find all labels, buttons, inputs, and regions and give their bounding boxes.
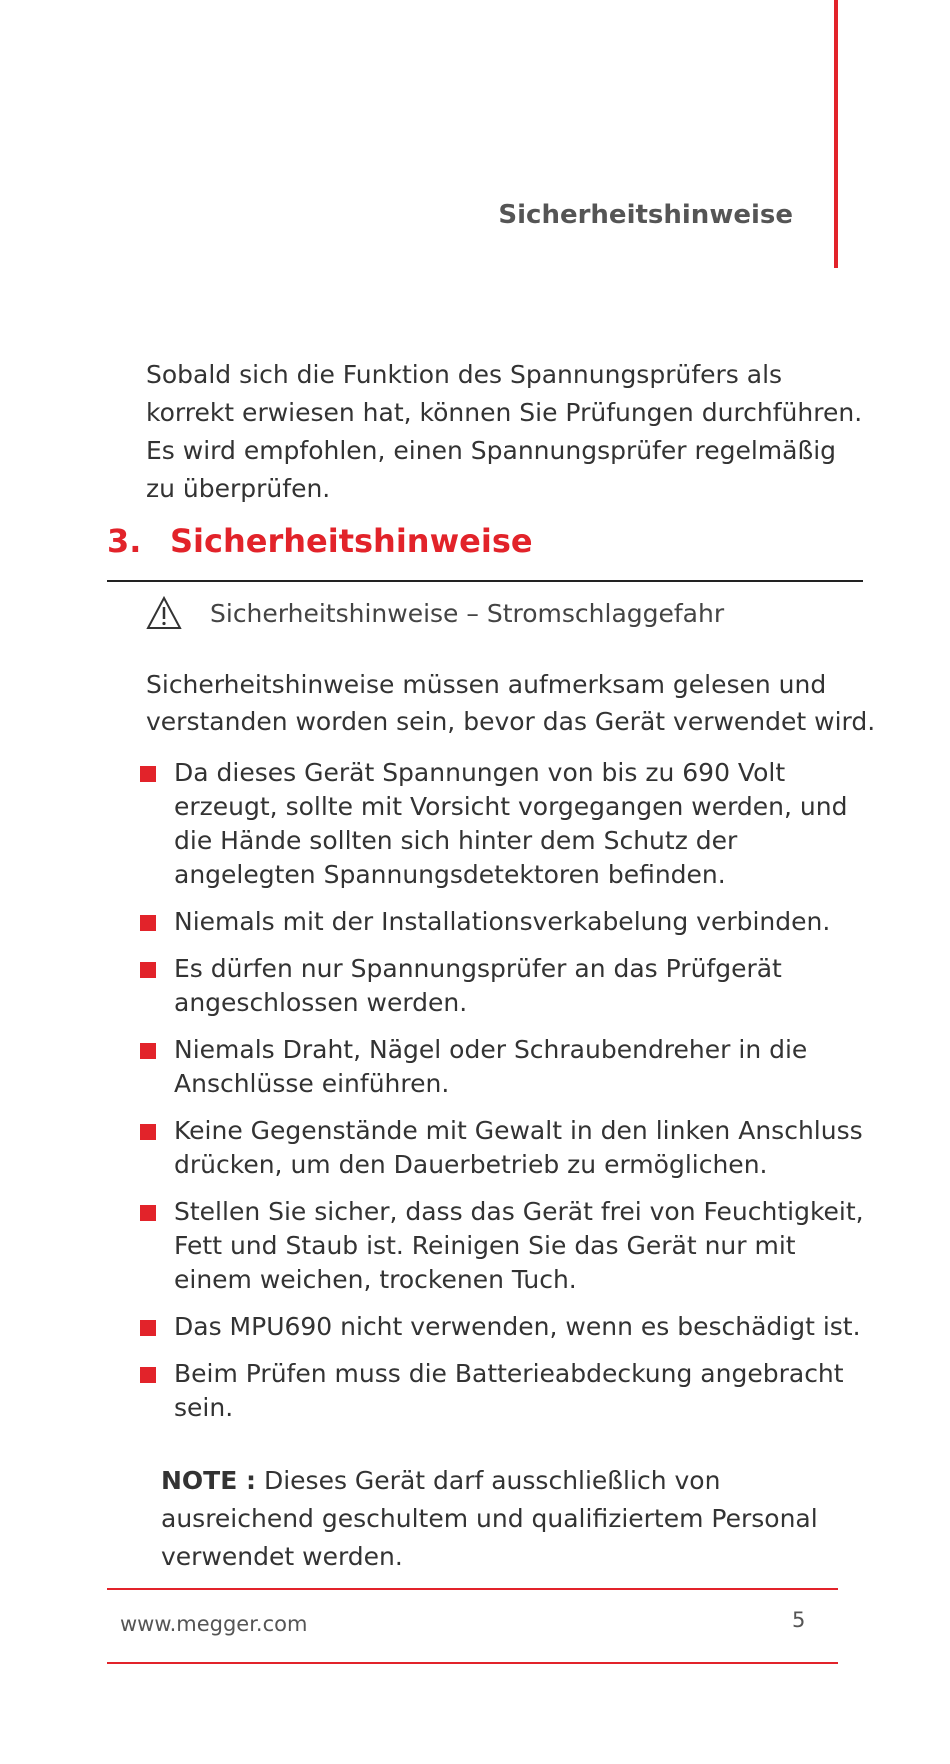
- section-title: Sicherheitshinweise: [170, 522, 533, 560]
- list-item-text: Das MPU690 nicht verwenden, wenn es beschädigt ist.: [174, 1312, 861, 1341]
- list-item-text: Beim Prüfen muss die Batterieabdeckung angebracht sein.: [174, 1359, 844, 1422]
- bullet-square-icon: [140, 1124, 156, 1140]
- list-item: [140, 1310, 870, 1344]
- list-item-text: Niemals mit der Installationsverkabelung verbinden.: [174, 907, 831, 936]
- list-item: [140, 756, 870, 892]
- footer-divider-top: [107, 1588, 838, 1590]
- safety-list: [140, 756, 870, 1438]
- bullet-square-icon: [140, 1367, 156, 1383]
- list-item-text: Da dieses Gerät Spannungen von bis zu 690 Volt erzeugt, sollte mit Vorsicht vorgegangen werden, und die Hände sollten sich hinter dem Schutz der angelegten Spannungsdetektoren befinden.: [174, 758, 848, 889]
- list-item: [140, 905, 870, 939]
- warning-title: Sicherheitshinweise – Stromschlaggefahr: [210, 598, 725, 628]
- list-item-text: Niemals Draht, Nägel oder Schraubendreher in die Anschlüsse einführen.: [174, 1035, 808, 1098]
- list-item: [140, 1357, 870, 1425]
- bullet-square-icon: [140, 1043, 156, 1059]
- footer-divider-bottom: [107, 1662, 838, 1664]
- warning-row: [146, 596, 724, 630]
- intro-paragraph: Sobald sich die Funktion des Spannungsprüfers als korrekt erwiesen hat, können Sie Prüfungen durchführen. Es wird empfohlen, einen Spannungsprüfer regelmäßig zu überprüfen.: [146, 360, 863, 503]
- list-item-text: Keine Gegenstände mit Gewalt in den linken Anschluss drücken, um den Dauerbetrieb zu ermöglichen.: [174, 1116, 863, 1179]
- lead-paragraph: Sicherheitshinweise müssen aufmerksam gelesen und verstanden worden sein, bevor das Gerät verwendet wird.: [146, 670, 876, 736]
- bullet-square-icon: [140, 962, 156, 978]
- bullet-square-icon: [140, 766, 156, 782]
- warning-triangle-icon: [146, 596, 182, 630]
- list-item: [140, 1114, 870, 1182]
- running-header-title: Sicherheitshinweise: [498, 200, 793, 230]
- list-item: [140, 952, 870, 1020]
- bullet-square-icon: [140, 1320, 156, 1336]
- bullet-square-icon: [140, 1205, 156, 1221]
- bullet-square-icon: [140, 915, 156, 931]
- page-number: 5: [792, 1608, 806, 1632]
- list-item-text: Es dürfen nur Spannungsprüfer an das Prüfgerät angeschlossen werden.: [174, 954, 782, 1017]
- note-text: Dieses Gerät darf ausschließlich von ausreichend geschultem und qualifiziertem Personal verwendet werden.: [161, 1466, 818, 1571]
- list-item: [140, 1033, 870, 1101]
- footer-url: www.megger.com: [120, 1612, 308, 1636]
- list-item: [140, 1195, 870, 1297]
- section-divider: [107, 580, 863, 582]
- header-accent-bar: [834, 0, 838, 268]
- section-heading: [107, 522, 533, 560]
- section-number: 3.: [107, 522, 142, 560]
- list-item-text: Stellen Sie sicher, dass das Gerät frei von Feuchtigkeit, Fett und Staub ist. Reinigen Sie das Gerät nur mit einem weichen, trockenen Tuch.: [174, 1197, 864, 1294]
- note-paragraph: [161, 1462, 861, 1576]
- note-label: NOTE :: [161, 1466, 257, 1495]
